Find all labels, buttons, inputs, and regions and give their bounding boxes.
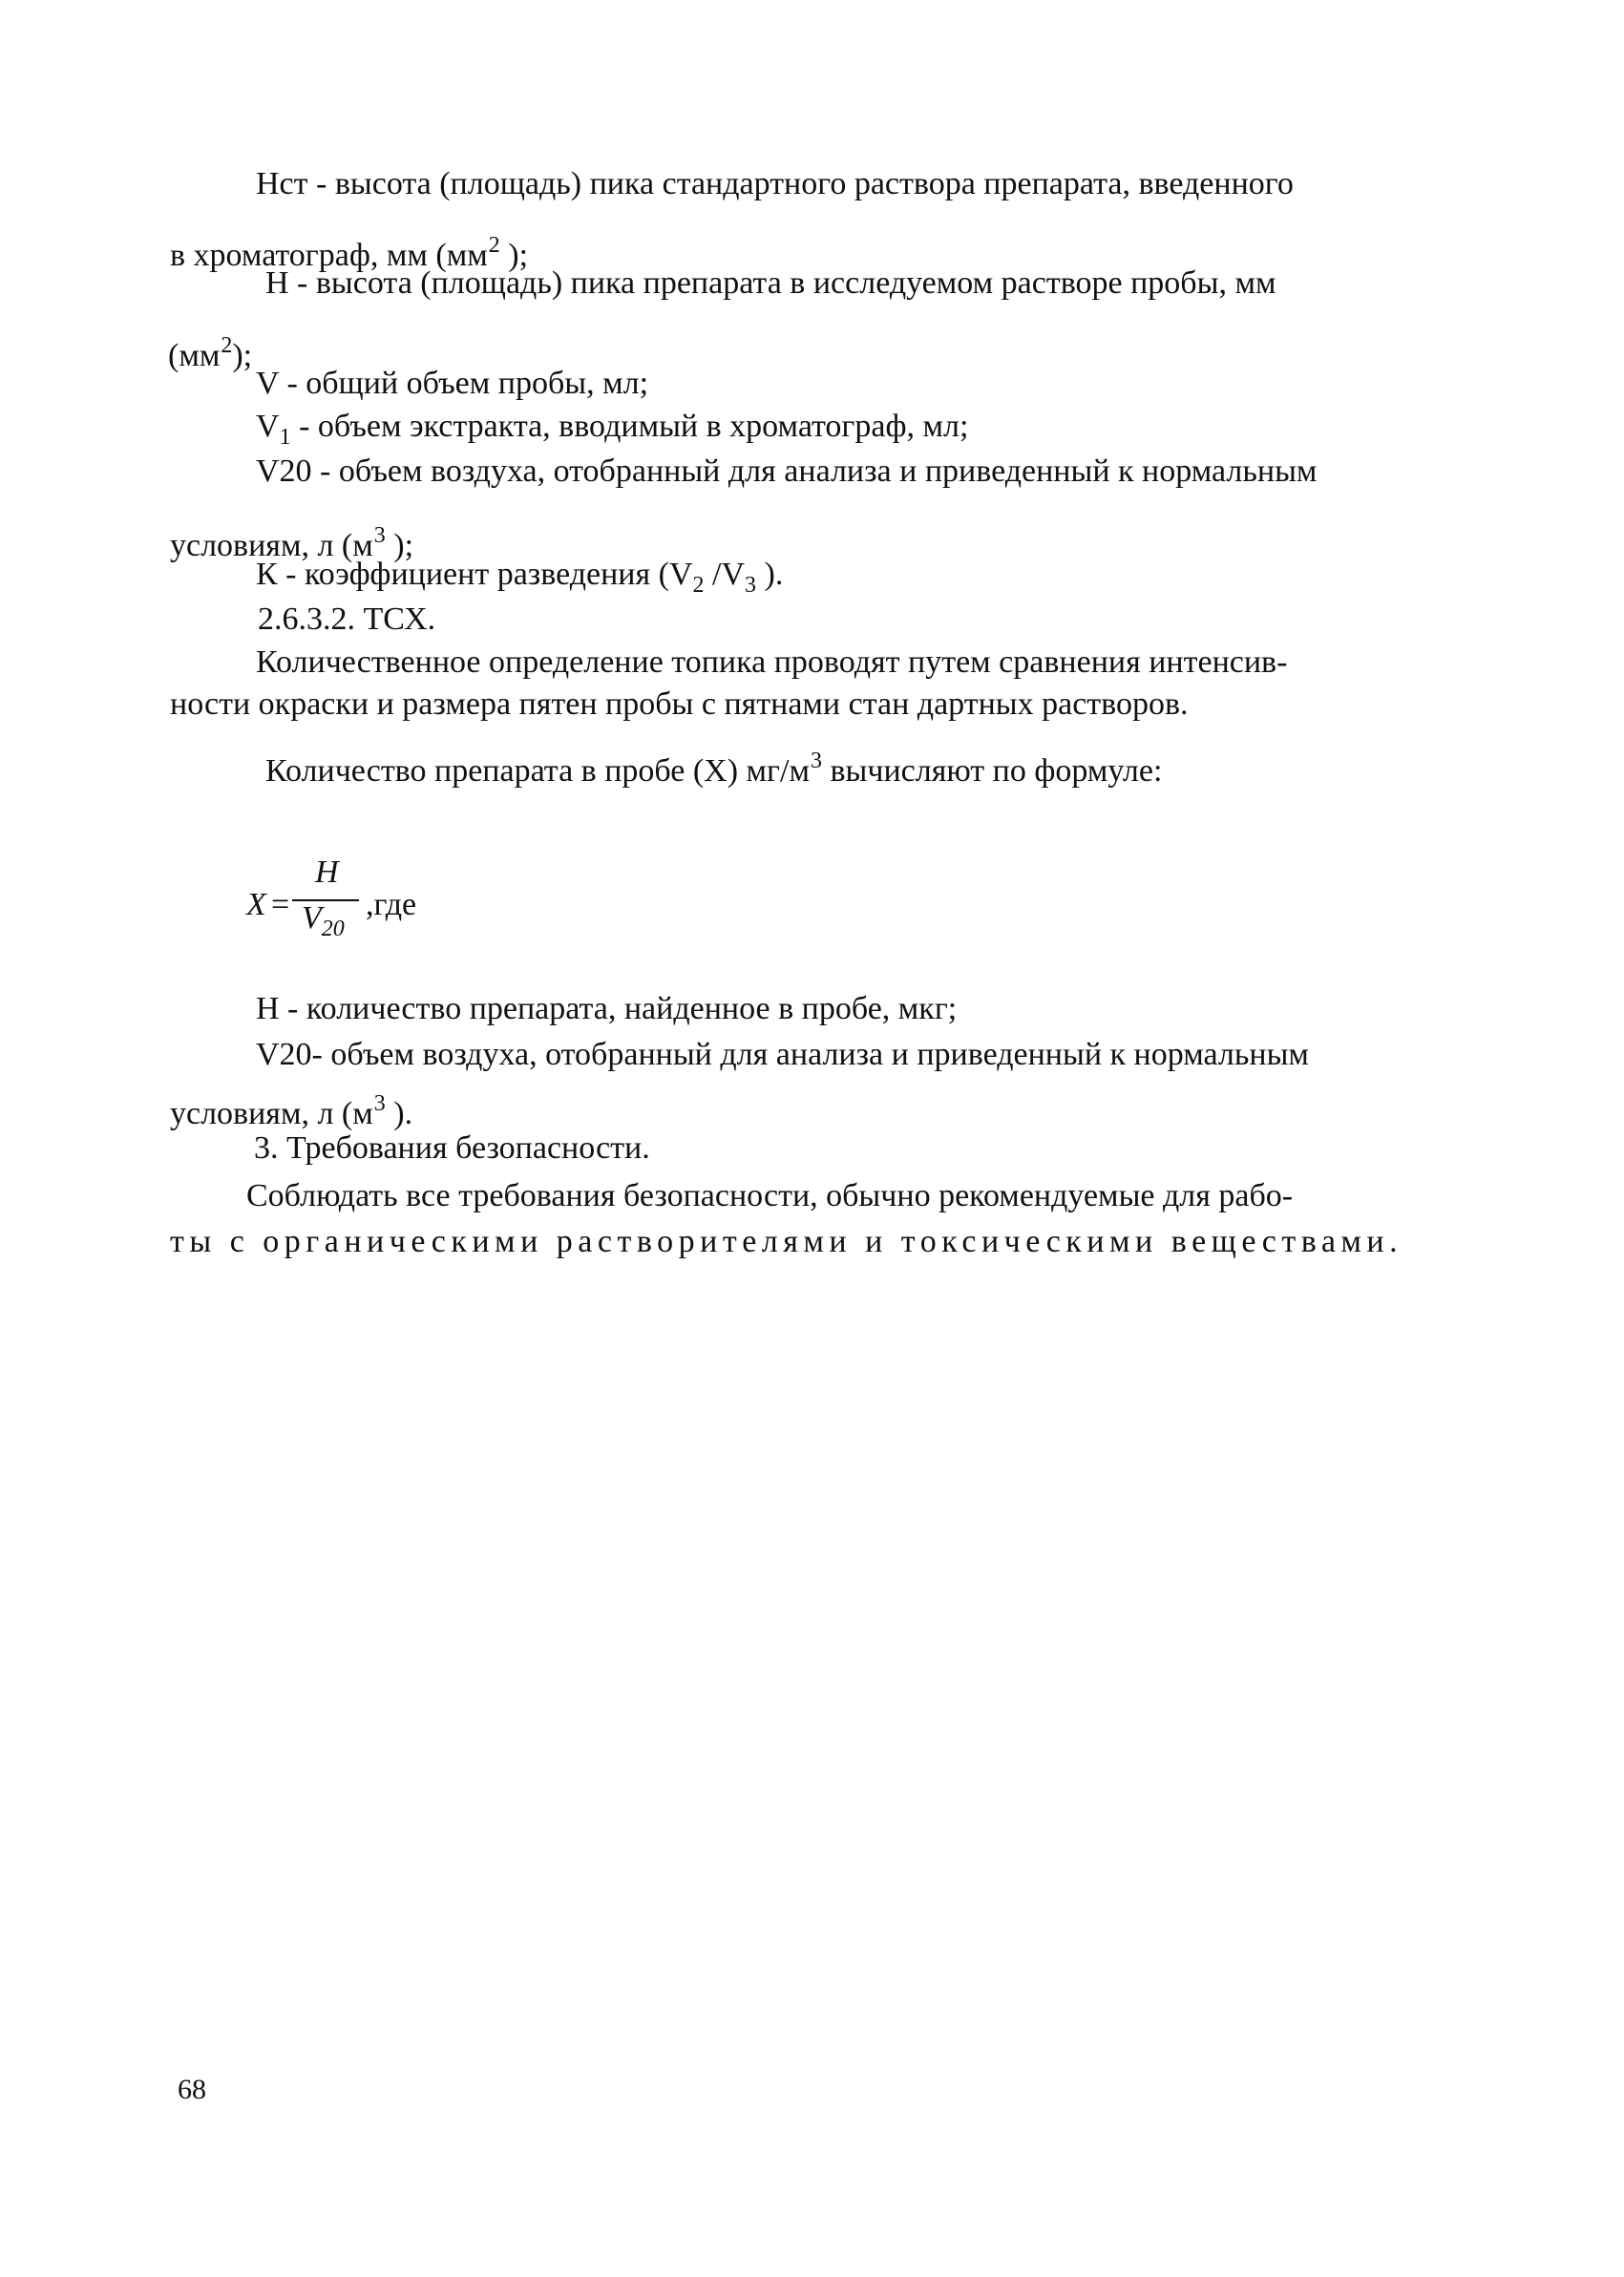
text-span: );	[499, 238, 529, 273]
text-span: условиям, л (м	[170, 1096, 373, 1131]
superscript: 2	[488, 233, 500, 258]
text-span: условиям, л (м	[170, 528, 373, 563]
text-span: ности окраски и размера пятен пробы с пятнами стан дартных растворов.	[170, 686, 1189, 722]
text-span: в хроматограф, мм (мм	[170, 238, 488, 273]
superscript: 3	[373, 523, 386, 548]
formula-lhs: X	[246, 887, 266, 922]
v20-definition: V20 - объем воздуха, отобранный для анализа и приведенный к нормальным	[256, 453, 1318, 489]
text-line	[265, 741, 1162, 791]
text-span: ).	[385, 1096, 413, 1131]
formula-denominator	[302, 900, 345, 942]
text-line	[258, 600, 435, 640]
v-definition: V - общий объем пробы, мл;	[256, 366, 649, 401]
text-line	[170, 1222, 1403, 1262]
page-number: 68	[178, 2074, 206, 2105]
text-span: К - коэффициент разведения (V	[256, 557, 693, 592]
text-span: Соблюдать все требования безопасности, обычно рекомендуемые для рабо-	[246, 1178, 1294, 1213]
text-span: Количественное определение топика проводят путем сравнения интенсив-	[256, 644, 1288, 680]
text-line	[256, 164, 1294, 204]
formula-equals: =	[271, 887, 290, 922]
text-line	[168, 326, 252, 376]
text-span: ).	[756, 557, 784, 592]
superscript: 3	[810, 748, 822, 773]
text-line	[256, 452, 1317, 492]
section-heading-safety: 3. Требования безопасности.	[254, 1130, 650, 1166]
text-line	[256, 364, 648, 404]
h-definition: Н - высота (площадь) пика препарата в исследуемом растворе пробы, мм	[265, 265, 1276, 301]
superscript: 3	[373, 1091, 386, 1116]
text-line	[246, 1176, 1293, 1216]
text-span: ты с органическими растворителями и токсическими веществами.	[170, 1224, 1403, 1259]
subscript: 20	[321, 917, 345, 941]
text-line	[256, 555, 783, 605]
text-line	[256, 989, 957, 1029]
text-line	[170, 1084, 412, 1134]
subscript: 1	[279, 425, 291, 450]
text-line	[254, 1128, 650, 1169]
subscript: 2	[692, 573, 705, 598]
text-span: (мм	[168, 338, 221, 373]
text-line	[256, 643, 1287, 683]
text-span: );	[232, 338, 253, 373]
text-span: );	[385, 528, 414, 563]
text-span: вычисляют по формуле:	[821, 753, 1163, 789]
text-span: /V	[704, 557, 746, 592]
text-line	[256, 1035, 1309, 1075]
formula-numerator: H	[315, 854, 339, 890]
symbol: V	[302, 900, 322, 936]
symbol: V	[256, 409, 280, 444]
text-span: - объем экстракта, вводимый в хроматограф, мл;	[290, 409, 969, 444]
nst-definition: Нст - высота (площадь) пика стандартного раствора препарата, введенного	[256, 166, 1294, 201]
text-line	[265, 264, 1276, 304]
text-line	[170, 685, 1189, 725]
superscript: 2	[221, 333, 233, 358]
h-amount-definition: Н - количество препарата, найденное в пробе, мкг;	[256, 991, 958, 1026]
formula-tail: ,где	[366, 887, 417, 922]
text-span: V20- объем воздуха, отобранный для анализа и приведенный к нормальным	[256, 1037, 1309, 1072]
text-span: Количество препарата в пробе (X) мг/м	[265, 753, 810, 789]
text-line	[256, 407, 968, 457]
section-heading-tlc: 2.6.3.2. ТСХ.	[258, 601, 436, 637]
subscript: 3	[745, 573, 757, 598]
